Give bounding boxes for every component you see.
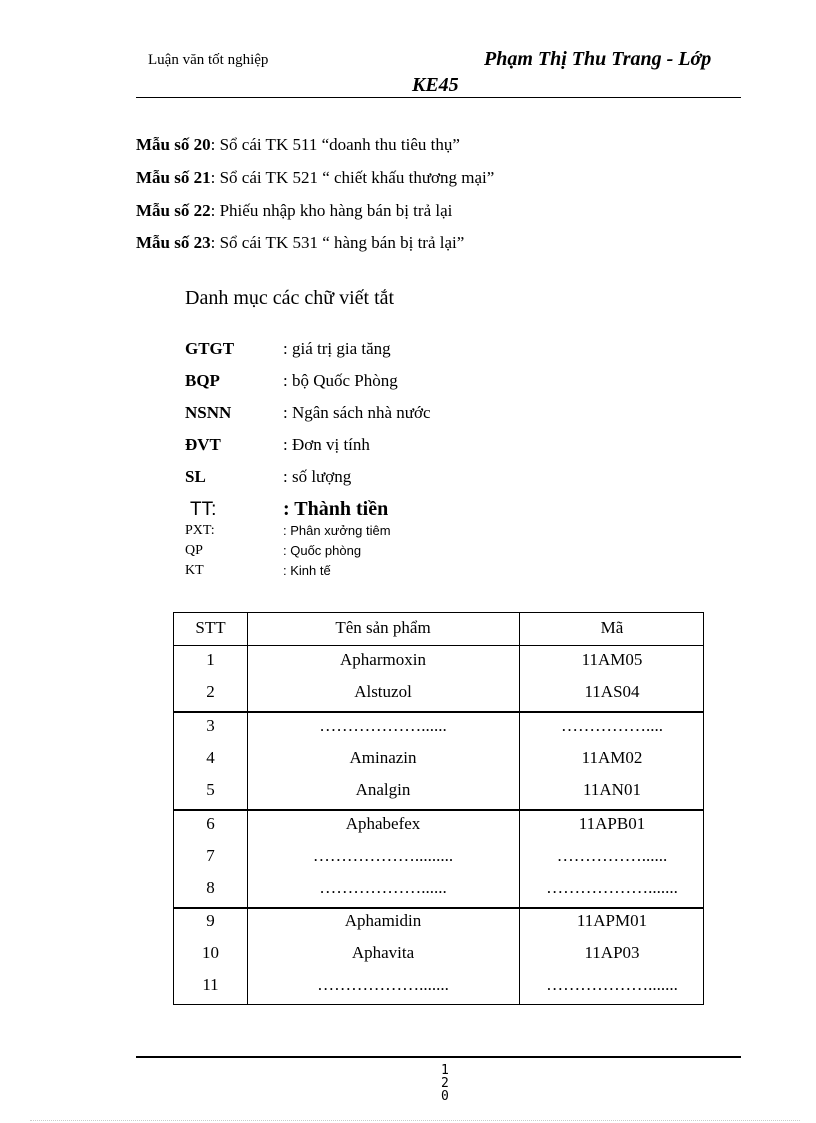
- table-cell-code: 11AM05: [581, 650, 643, 669]
- page-edge-dotted-line: [30, 1120, 800, 1121]
- abbr-key: QP: [185, 543, 203, 558]
- table-cell-name: Alstuzol: [354, 682, 412, 701]
- table-cell-code: 11AM02: [581, 748, 643, 767]
- table-cell-stt: 9: [206, 911, 215, 930]
- table-group-divider: [174, 809, 703, 811]
- abbr-value: : Phân xưởng tiêm: [283, 523, 391, 538]
- table-cell-code: ……………….......: [546, 975, 678, 994]
- table-cell-code: 11AN01: [583, 780, 641, 799]
- table-cell-stt: 10: [202, 943, 219, 962]
- table-cell-stt: 2: [206, 682, 215, 701]
- sample-line: [136, 168, 494, 188]
- table-cell-code: ……………....: [561, 716, 663, 735]
- sample-line: [136, 135, 460, 155]
- table-cell-name: ………………......: [319, 716, 447, 735]
- table-header-stt: STT: [195, 618, 226, 637]
- table-cell-name: Apharmoxin: [340, 650, 426, 669]
- sample-label: Mẫu số 23: [136, 233, 211, 252]
- table-group-divider: [174, 907, 703, 909]
- table-group-divider: [174, 711, 703, 713]
- table-cell-stt: 8: [206, 878, 215, 897]
- footer-rule: [136, 1056, 741, 1058]
- product-table: [173, 612, 704, 1005]
- abbr-key: TT:: [190, 499, 217, 520]
- table-cell-code: 11AS04: [584, 682, 640, 701]
- table-cell-stt: 11: [202, 975, 219, 994]
- sample-label: Mẫu số 22: [136, 201, 211, 220]
- sample-label: Mẫu số 20: [136, 135, 211, 154]
- table-cell-name: ……………….......: [317, 975, 449, 994]
- table-header-divider: [174, 645, 703, 646]
- table-cell-stt: 4: [206, 748, 215, 767]
- table-cell-code: ……………......: [556, 846, 668, 865]
- table-cell-name: Aphavita: [351, 943, 415, 962]
- table-cell-stt: 3: [206, 716, 215, 735]
- sample-text: : Sổ cái TK 521 “ chiết khấu thương mại”: [210, 168, 495, 187]
- header-left: Luận văn tốt nghiệp: [148, 52, 269, 68]
- table-cell-stt: 1: [206, 650, 215, 669]
- table-cell-code: 11AP03: [584, 943, 640, 962]
- abbr-key: PXT:: [185, 523, 215, 538]
- sample-text: : Sổ cái TK 511 “doanh thu tiêu thụ”: [210, 135, 460, 154]
- sample-line: [136, 201, 452, 221]
- abbr-value: : Thành tiền: [283, 498, 389, 520]
- abbr-key: SL: [185, 467, 206, 486]
- abbr-value: : Quốc phòng: [283, 543, 362, 558]
- table-cell-stt: 7: [206, 846, 215, 865]
- table-header-code: Mã: [600, 618, 624, 637]
- table-header-name: Tên sản phẩm: [335, 618, 431, 637]
- table-cell-name: ………………......: [319, 878, 447, 897]
- table-cell-stt: 5: [206, 780, 215, 799]
- table-cell-name: ……………….........: [312, 846, 454, 865]
- header-rule: [136, 97, 741, 98]
- sample-text: : Sổ cái TK 531 “ hàng bán bị trả lại”: [210, 233, 465, 252]
- abbr-value: : Ngân sách nhà nước: [283, 403, 431, 422]
- table-cell-stt: 6: [206, 814, 215, 833]
- abbr-value: : Kinh tế: [283, 563, 331, 578]
- abbr-key: NSNN: [185, 403, 232, 422]
- abbr-value: : giá trị gia tăng: [283, 339, 391, 358]
- abbr-key: GTGT: [185, 339, 235, 358]
- abbreviations-title: Danh mục các chữ viết tắt: [185, 287, 395, 309]
- sample-label: Mẫu số 21: [136, 168, 211, 187]
- abbr-key: BQP: [185, 371, 220, 390]
- sample-line: [136, 233, 464, 253]
- page-number: 1 2 0: [441, 1063, 449, 1104]
- sample-text: : Phiếu nhập kho hàng bán bị trả lại: [210, 201, 453, 220]
- header-author: Phạm Thị Thu Trang - Lớp: [484, 48, 712, 70]
- table-cell-code: 11APM01: [576, 911, 648, 930]
- table-cell-code: 11APB01: [578, 814, 646, 833]
- table-cell-name: Aminazin: [349, 748, 417, 767]
- abbr-key: ĐVT: [185, 435, 221, 454]
- table-cell-name: Analgin: [355, 780, 411, 799]
- abbr-key: KT: [185, 563, 204, 578]
- table-cell-name: Aphamidin: [344, 911, 422, 930]
- table-cell-code: ……………….......: [546, 878, 678, 897]
- table-cell-name: Aphabefex: [345, 814, 421, 833]
- abbr-value: : Đơn vị tính: [283, 435, 370, 454]
- abbr-value: : số lượng: [283, 467, 352, 486]
- abbr-value: : bộ Quốc Phòng: [283, 371, 398, 390]
- header-class: KE45: [412, 74, 459, 96]
